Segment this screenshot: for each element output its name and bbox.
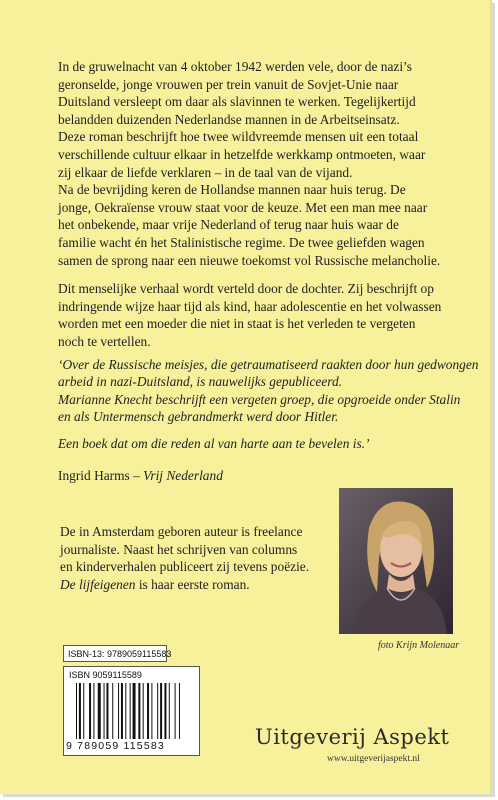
blurb-line: Na de bevrijding keren de Hollandse mannen naar huis terug. De: [58, 182, 406, 198]
review-quote: [58, 356, 478, 452]
blurb-line: geronselde, jonge vrouwen per trein vanuit de Sovjet-Unie naar: [58, 76, 399, 92]
quote-line: en als Untermensch gebrandmerkt werd door Hitler.: [58, 409, 339, 425]
author-bio: [60, 523, 340, 593]
blurb-line: Duitsland versleept om daar als slavinnen te werken. Tegelijkertijd: [58, 94, 416, 110]
blurb-line: samen de sprong naar een nieuwe toekomst vol Russische melancholie.: [58, 252, 441, 268]
photo-credit: foto Krijn Molenaar: [378, 640, 460, 651]
barcode-label: [63, 666, 200, 756]
blurb-line: verschillende cultuur elkaar in hetzelfde werkkamp ontmoeten, waar: [58, 146, 426, 162]
blurb-line: Dit menselijke verhaal wordt verteld door de dochter. Zij beschrijft op: [58, 281, 434, 296]
review-source: [58, 468, 223, 484]
bio-line: [60, 576, 340, 594]
bio-end: is haar eerste roman.: [135, 576, 250, 592]
publisher-name: Uitgeverij Aspekt: [255, 725, 450, 749]
bio-line: en kinderverhalen publiceert zij tevens poëzie.: [60, 559, 310, 575]
blurb-line: noch te vertellen.: [58, 333, 151, 349]
quote-line: Marianne Knecht beschrijft een vergeten groep, die opgroeide onder Stalin: [58, 391, 461, 407]
blurb-line: In de gruwelnacht van 4 oktober 1942 werden vele, door de nazi’s: [58, 59, 412, 74]
barcode-digits: 9 789059 115583: [66, 740, 165, 752]
review-publication: Vrij Nederland: [143, 468, 223, 483]
blurb-line: het onbekende, maar vrije Nederland of terug naar huis waar de: [58, 217, 399, 233]
bio-line: journaliste. Naast het schrijven van columns: [60, 541, 298, 557]
author-photo: [339, 488, 453, 634]
blurb-paragraph-1: [58, 58, 458, 269]
blurb-line: familie wacht én het Stalinistische regime. De twee geliefden wagen: [58, 234, 425, 250]
quote-line: Een boek dat om die reden al van harte aan te bevelen is.’: [58, 435, 370, 451]
quote-line: ‘Over de Russische meisjes, die getraumatiseerd raakten door hun gedwongen: [58, 357, 479, 372]
blurb-line: jonge, Oekraïense vrouw staat voor de keuze. Met een man mee naar: [58, 199, 428, 215]
blurb-line: belandden duizenden Nederlandse mannen in de Arbeitseinsatz.: [58, 111, 400, 127]
author-portrait-image: [339, 488, 453, 634]
bio-line: De in Amsterdam geboren auteur is freelance: [60, 524, 303, 539]
cover-edge: [490, 0, 492, 794]
blurb-line: indringende wijze haar tijd als kind, haar adolescentie en het volwassen: [58, 298, 442, 314]
publisher-url: www.uitgeverijaspekt.nl: [327, 754, 420, 764]
blurb-line: Deze roman beschrijft hoe twee wildvreemde mensen uit een totaal: [58, 129, 419, 145]
blurb-line: worden met een moeder die niet in staat is het verleden te vergeten: [58, 316, 416, 332]
blurb-line: zij elkaar de liefde verklaren – in de taal van de vijand.: [58, 164, 353, 180]
barcode-icon: [76, 683, 192, 739]
isbn13-label: ISBN-13: 9789059115583: [63, 645, 167, 662]
book-title: De lijfeigenen: [60, 576, 136, 592]
reviewer-name: Ingrid Harms –: [58, 468, 144, 483]
isbn10-text: ISBN 9059115589: [69, 670, 142, 680]
blurb-paragraph-2: [58, 280, 458, 350]
quote-line: arbeid in nazi-Duitsland, is nauwelijks gepubliceerd.: [58, 374, 343, 390]
